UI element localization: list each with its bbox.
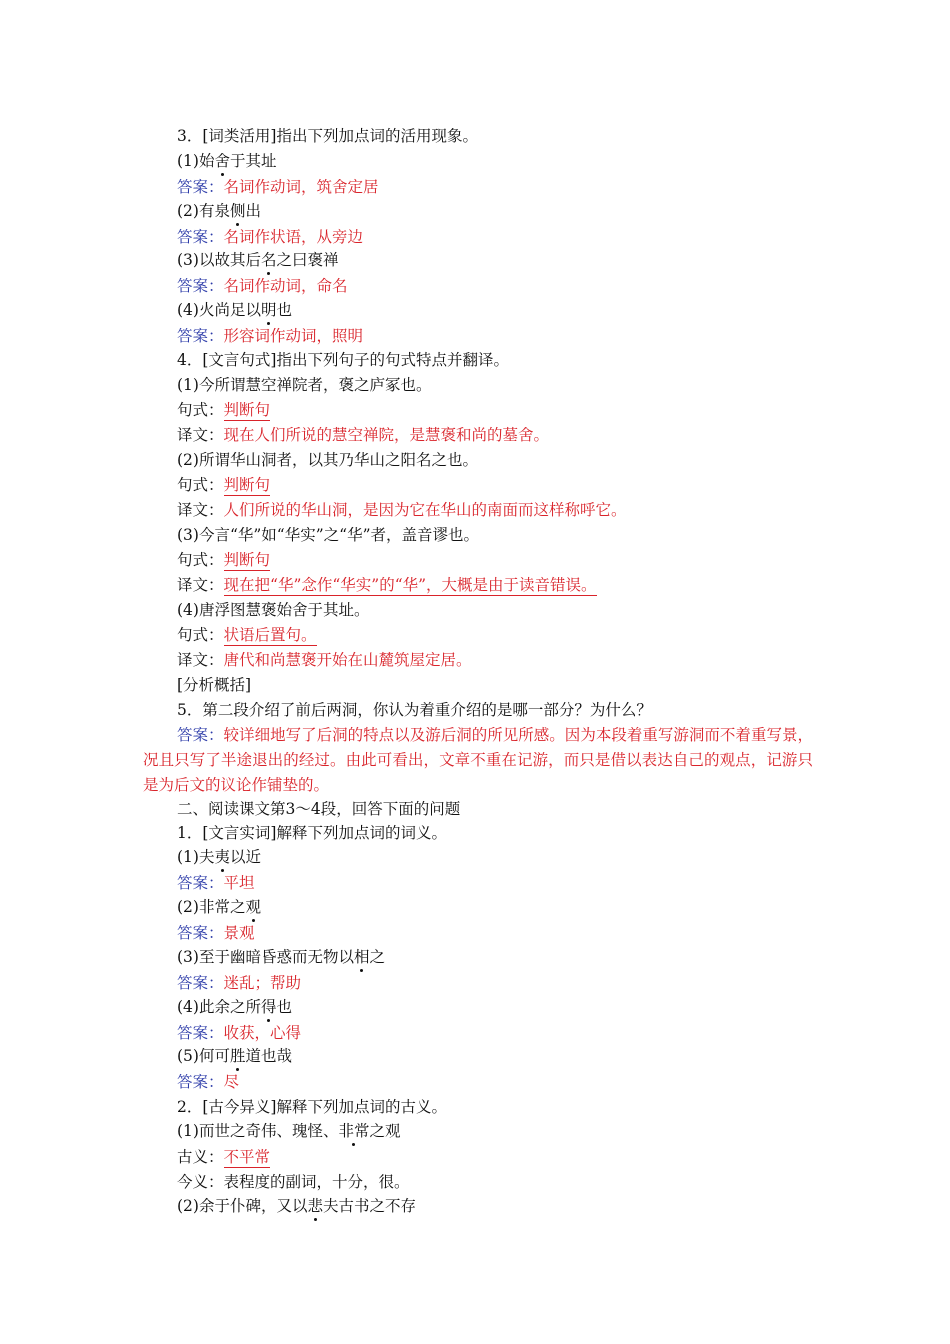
dotted-word: 观 [245,898,261,916]
s2-q1-item-5: (5)何可胜道也哉 [177,1047,292,1065]
q4-title: 4．[文言句式]指出下列句子的句式特点并翻译。 [177,351,509,369]
s2-q1-answer-1: 答案：平坦 [177,874,255,892]
q5-answer: 答案：较详细地写了后洞的特点以及游后洞的所见所感。因为本段着重写游洞而不着重写景，况且只写了半途退出的经过。由此可看出，文章不重在记游，而只是借以表达自己的观点，记游只是为后文的议论作铺垫的。 [143,726,813,794]
q3-item-4: (4)火尚足以明也 [177,301,292,319]
q4-translation-2: 译文：人们所说的华山洞，是因为它在华山的南面而这样称呼它。 [177,501,627,519]
s2-q1-title: 1．[文言实词]解释下列加点词的词义。 [177,824,447,842]
dotted-word: 悲 [307,1197,323,1215]
q3-title: 3．[词类活用]指出下列加点词的活用现象。 [177,127,478,145]
q3-answer-1: 答案：名词作动词，筑舍定居 [177,178,379,196]
dotted-word: 相 [353,948,370,966]
dotted-word: 得 [260,998,277,1016]
q4-sentence-2: (2)所谓华山洞者，以其乃华山之阳名之也。 [177,451,478,469]
s2-q2-modern-meaning: 今义：表程度的副词，十分，很。 [177,1173,410,1191]
q4-translation-4: 译文：唐代和尚慧褒开始在山麓筑屋定居。 [177,651,472,669]
q3-item-3: (3)以故其后名之曰褒禅 [177,251,339,269]
q3-answer-2: 答案：名词作状语，从旁边 [177,228,364,246]
dotted-word: 非常 [338,1122,370,1140]
section-2-heading: 二、阅读课文第3～4段，回答下面的问题 [177,800,461,818]
q3-item-2: (2)有泉侧出 [177,202,261,220]
s2-q2-item-2: (2)余于仆碑，又以悲夫古书之不存 [177,1197,416,1215]
q5-question: 5．第二段介绍了前后两洞，你认为着重介绍的是哪一部分？为什么？ [177,701,652,719]
s2-q1-item-2: (2)非常之观 [177,898,261,916]
s2-q1-answer-5: 答案：尽 [177,1073,240,1091]
q4-type-4: 句式：状语后置句。 [177,626,317,644]
dotted-word: 胜 [229,1047,246,1065]
q3-item-1: (1)始舍于其址 [177,152,277,170]
s2-q1-item-1: (1)夫夷以近 [177,848,261,866]
q3-answer-4: 答案：形容词作动词，照明 [177,327,364,345]
s2-q1-item-3: (3)至于幽暗昏惑而无物以相之 [177,948,385,966]
q4-type-1: 句式：判断句 [177,401,271,419]
q4-type-3: 句式：判断句 [177,551,271,569]
s2-q2-item-1: (1)而世之奇伟、瑰怪、非常之观 [177,1122,401,1140]
s2-q1-answer-3: 答案：迷乱；帮助 [177,974,302,992]
q4-sentence-1: (1)今所谓慧空禅院者，褒之庐冢也。 [177,376,432,394]
q4-translation-1: 译文：现在人们所说的慧空禅院，是慧褒和尚的墓舍。 [177,426,550,444]
analysis-heading: [分析概括] [177,676,252,694]
dotted-word: 名 [260,251,277,269]
s2-q1-item-4: (4)此余之所得也 [177,998,292,1016]
q4-translation-3: 译文：现在把“华”念作“华实”的“华”，大概是由于读音错误。 [177,576,597,594]
dotted-word: 侧 [229,202,246,220]
dotted-word: 舍 [214,152,230,170]
q4-sentence-4: (4)唐浮图慧褒始舍于其址。 [177,601,370,619]
q3-answer-3: 答案：名词作动词，命名 [177,277,348,295]
s2-q2-title: 2．[古今异义]解释下列加点词的古义。 [177,1098,447,1116]
dotted-word: 明 [260,301,277,319]
dotted-word: 夷 [214,848,230,866]
s2-q1-answer-4: 答案：收获，心得 [177,1024,302,1042]
s2-q2-ancient-meaning: 古义：不平常 [177,1148,271,1166]
q4-sentence-3: (3)今言“华”如“华实”之“华”者，盖音谬也。 [177,526,480,544]
q4-type-2: 句式：判断句 [177,476,271,494]
s2-q1-answer-2: 答案：景观 [177,924,255,942]
